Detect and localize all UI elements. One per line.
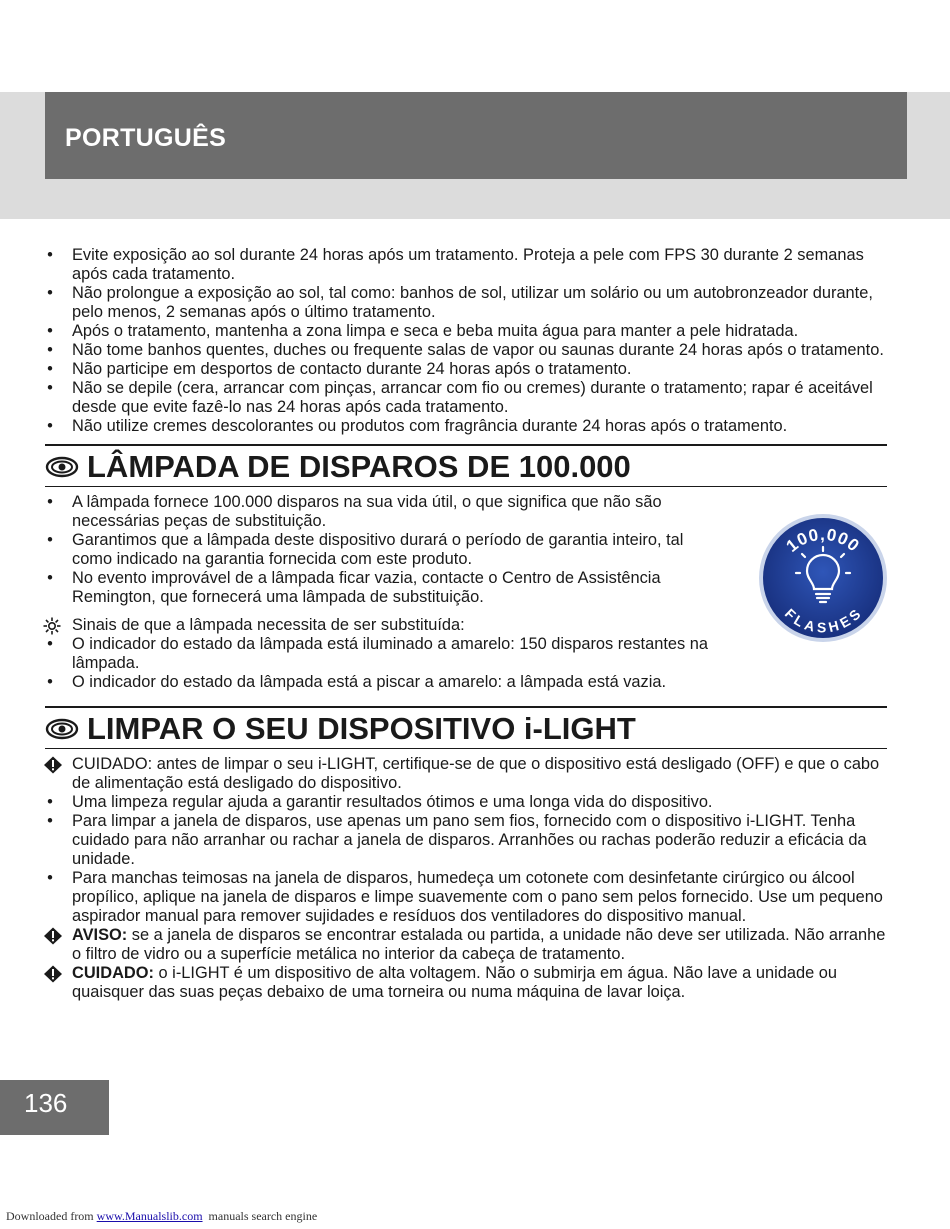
header-bar [45, 92, 907, 179]
warning-icon [43, 927, 63, 945]
list-item: • Não prolongue a exposição ao sol, tal como: banhos de sol, utilizar um solário ou um autobronzeador durante, pelo menos, 2 semanas após o último tratamento. [47, 284, 873, 321]
list-item: • Não participe em desportos de contacto durante 24 horas após o tratamento. [47, 360, 632, 378]
list-item: • Para limpar a janela de disparos, use apenas um pano sem fios, fornecido com o dispositivo i-LIGHT. Tenha cuidado para não arranhar ou rachar a janela de disparos. Arranhões ou rachas poderão reduzir a eficácia da unidade. [47, 812, 867, 868]
list-item: • O indicador do estado da lâmpada está a piscar a amarelo: a lâmpada está vazia. [47, 673, 667, 691]
eye-icon [45, 717, 79, 741]
clean-bullet-list [45, 793, 887, 926]
signs-title: Sinais de que a lâmpada necessita de ser substituída: [45, 616, 725, 635]
lamp-section-heading: LÂMPADA DE DISPAROS DE 100.000 [45, 444, 887, 487]
list-item: • Não se depile (cera, arrancar com pinças, arrancar com fio ou cremes) durante o tratamento; rapar é aceitável desde que evite fazê-lo nas 24 horas após cada tratamento. [47, 379, 873, 416]
manualslib-link[interactable]: www.Manualslib.com [96, 1209, 203, 1223]
list-item: • Não utilize cremes descolorantes ou produtos com fragrância durante 24 horas após o tratamento. [47, 417, 788, 435]
badge-top-text: 100,000 [782, 525, 864, 556]
caution-note: CUIDADO: o i-LIGHT é um dispositivo de alta voltagem. Não o submirja em água. Não lave a unidade ou quaisquer das suas peças debaixo de uma torneira ou numa máquina de lavar loiça. [45, 964, 887, 1002]
lamp-section [45, 493, 887, 692]
warning-icon [43, 756, 63, 774]
warning-note: AVISO: se a janela de disparos se encontrar estalada ou partida, a unidade não deve ser utilizada. Não arranhe o filtro de vidro ou a superfície metálica no interior da cabeça de tratamento. [45, 926, 887, 964]
list-item: • A lâmpada fornece 100.000 disparos na sua vida útil, o que significa que não são necessárias peças de substituição. [47, 493, 662, 530]
list-item: • Para manchas teimosas na janela de disparos, humedeça um cotonete com desinfetante cirúrgico ou álcool propílico, aplique na janela de disparos e limpe suavemente com o pano sem pelos fornecido. Use um pequeno aspirador manual para remover sujidades e resíduos dos ventiladores do dispositivo manual. [47, 869, 883, 925]
eye-icon [45, 455, 79, 479]
sun-icon [43, 617, 63, 635]
badge-bottom-text: FLASHES [781, 605, 865, 636]
100000-flashes-badge [758, 513, 888, 643]
list-item: • O indicador do estado da lâmpada está iluminado a amarelo: 150 disparos restantes na lâmpada. [47, 635, 708, 672]
clean-section-heading: LIMPAR O SEU DISPOSITIVO i-LIGHT [45, 706, 887, 749]
page-content [45, 246, 887, 1002]
page-number: 136 [24, 1088, 68, 1118]
language-title: PORTUGUÊS [65, 124, 227, 152]
page-number-box [0, 1080, 109, 1135]
list-item: • Após o tratamento, mantenha a zona limpa e seca e beba muita água para manter a pele hidratada. [47, 322, 799, 340]
signs-bullet-list [45, 635, 725, 692]
warning-icon [43, 965, 63, 983]
list-item: • Uma limpeza regular ajuda a garantir resultados ótimos e uma longa vida do dispositivo. [47, 793, 713, 811]
caution-note: CUIDADO: antes de limpar o seu i-LIGHT, certifique-se de que o dispositivo está desligado (OFF) e que o cabo de alimentação está desligado do dispositivo. [45, 755, 887, 793]
intro-bullet-list [45, 246, 887, 436]
list-item: • Garantimos que a lâmpada deste dispositivo durará o período de garantia inteiro, tal como indicado na garantia fornecida com este produto. [47, 531, 684, 568]
download-footer: Downloaded from www.Manualslib.com manuals search engine [6, 1209, 318, 1223]
list-item: • Não tome banhos quentes, duches ou frequente salas de vapor ou saunas durante 24 horas após o tratamento. [47, 341, 884, 359]
list-item: • Evite exposição ao sol durante 24 horas após um tratamento. Proteja a pele com FPS 30 durante 2 semanas após cada tratamento. [47, 246, 864, 283]
list-item: • No evento improvável de a lâmpada ficar vazia, contacte o Centro de Assistência Remington, que fornecerá uma lâmpada de substituição. [47, 569, 661, 606]
lamp-bullet-list [45, 493, 725, 607]
